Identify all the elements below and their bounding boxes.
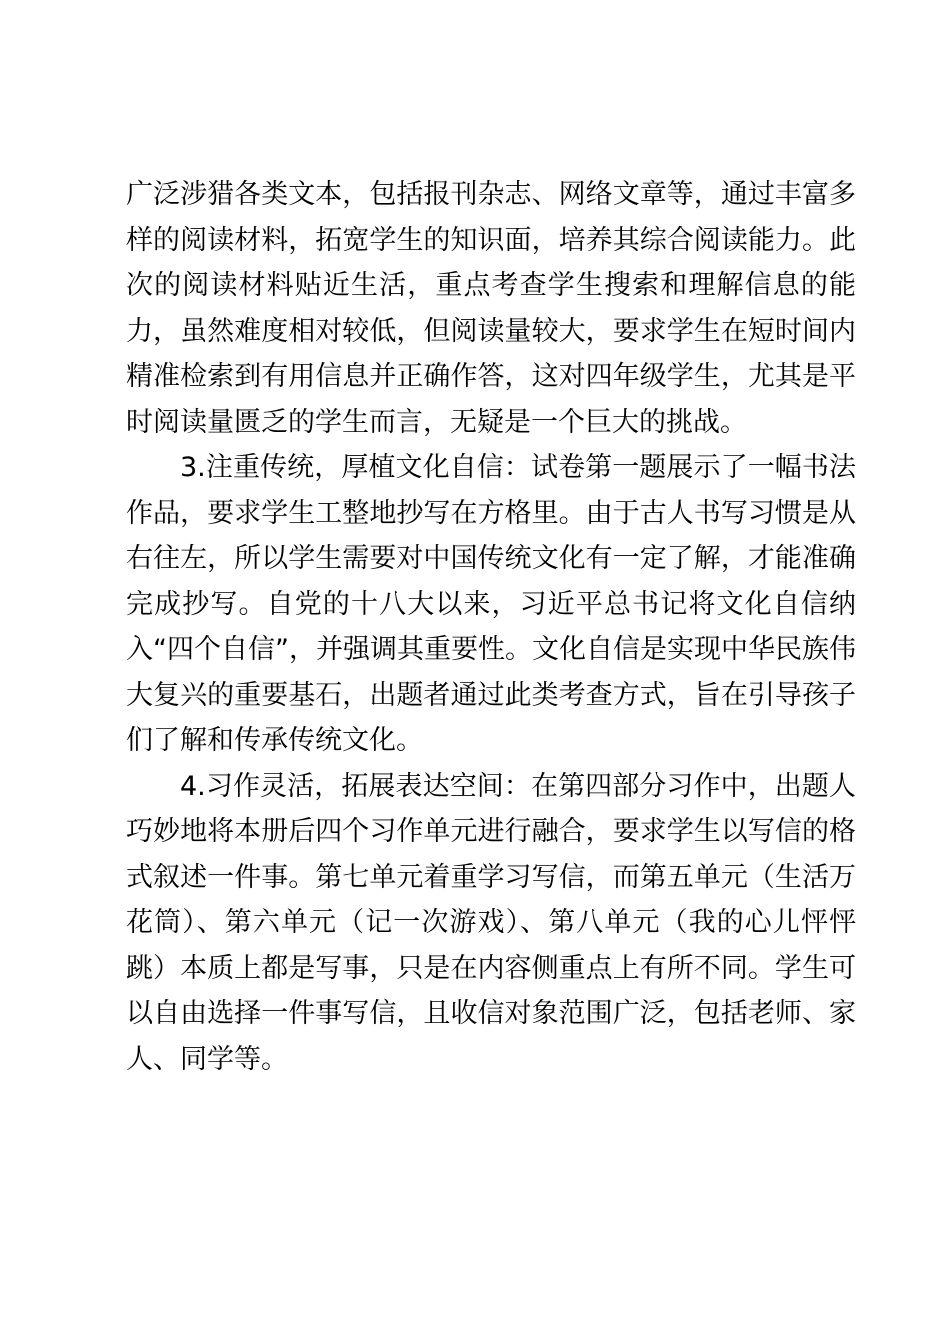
paragraph-point-4: 4.习作灵活，拓展表达空间：在第四部分习作中，出题人巧妙地将本册后四个习作单元进行融合，要求学生以写信的格式叙述一件事。第七单元着重学习写信，而第五单元（生活万花筒）、第六单元（记一次游戏）、第八单元（我的心儿怦怦跳）本质上都是写事，只是在内容侧重点上有所不同。学生可以自由选择一件事写信，且收信对象范围广泛，包括老师、家人、同学等。 (126, 770, 856, 1075)
paragraph-continuation: 广泛涉猎各类文本，包括报刊杂志、网络文章等，通过丰富多样的阅读材料，拓宽学生的知识面，培养其综合阅读能力。此次的阅读材料贴近生活，重点考查学生搜索和理解信息的能力，虽然难度相对较低，但阅读量较大，要求学生在短时间内精准检索到有用信息并正确作答，这对四年级学生，尤其是平时阅读量匮乏的学生而言，无疑是一个巨大的挑战。 (126, 179, 856, 438)
paragraph-point-3: 3.注重传统，厚植文化自信：试卷第一题展示了一幅书法作品，要求学生工整地抄写在方格里。由于古人书写习惯是从右往左，所以学生需要对中国传统文化有一定了解，才能准确完成抄写。自党的十八大以来，习近平总书记将文化自信纳入“四个自信”，并强调其重要性。文化自信是实现中华民族伟大复兴的重要基石，出题者通过此类考查方式，旨在引导孩子们了解和传承传统文化。 (126, 452, 856, 756)
document-body (126, 172, 856, 1082)
